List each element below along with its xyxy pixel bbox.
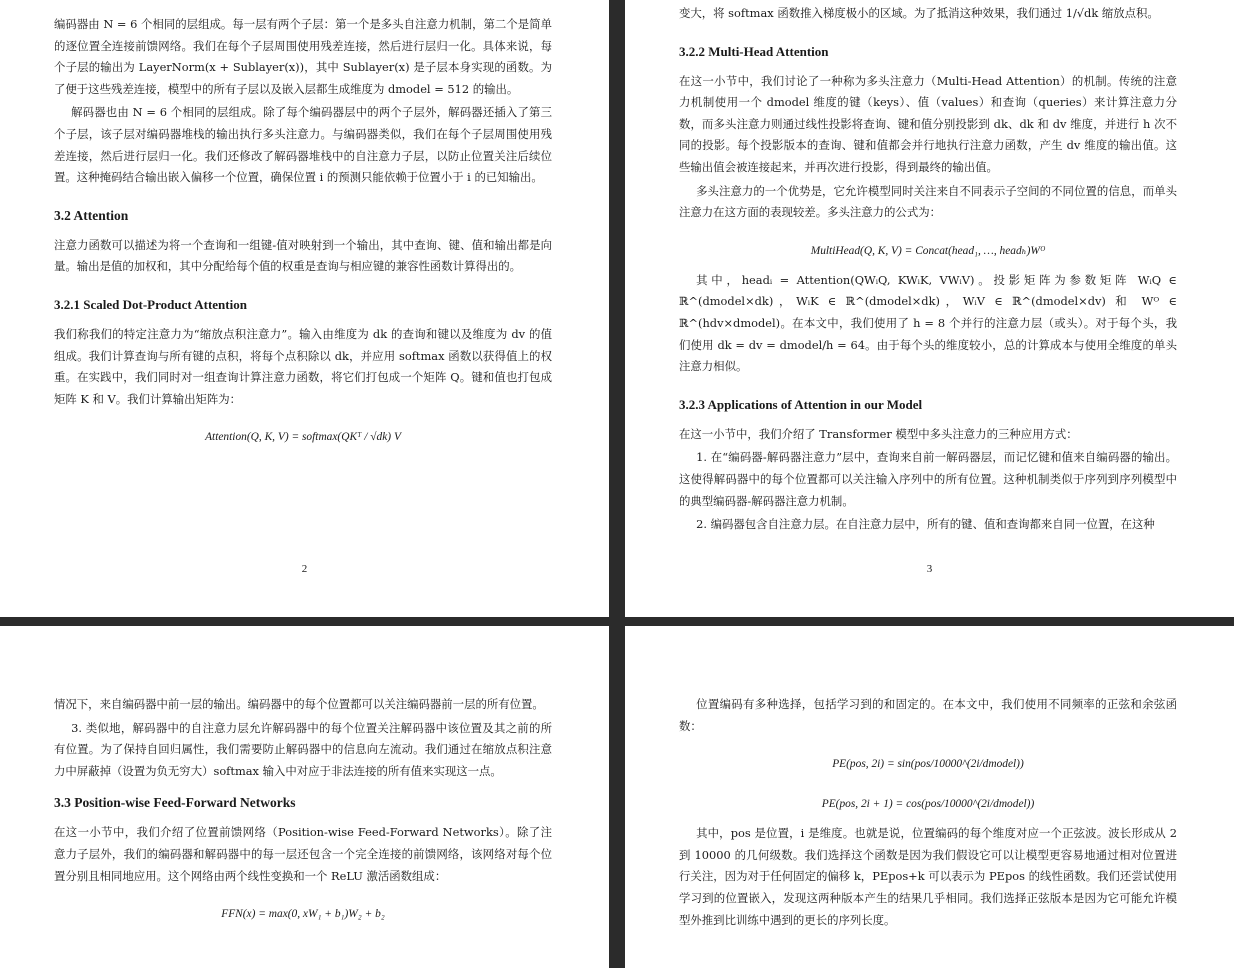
paragraph: 解码器也由 N = 6 个相同的层组成。除了每个编码器层中的两个子层外，解码器还插入了第三个子层，该子层对编码器堆栈的输出执行多头注意力。与编码器类似，我们在每个子层周围使用残差连接，然后进行层归一化。我们还修改了解码器堆栈中的自注意力子层，以防止位置关注后续位置。这种掩码结合输出嵌入偏移一个位置，确保位置 i 的预测只能依赖于位置小于 i 的已知输出。: [54, 105, 552, 185]
list-item: 1. 在“编码器-解码器注意力”层中，查询来自前一解码器层，而记忆键和值来自编码器的输出。这使得解码器中的每个位置都可以关注输入序列中的所有位置。这种机制类似于序列到序列模型中的典型编码器-解码器注意力机制。: [679, 450, 1177, 508]
paragraph: 情况下，来自编码器中前一层的输出。编码器中的每个位置都可以关注编码器前一层的所有位置。: [54, 697, 544, 711]
equation-attention: Attention(Q, K, V) = softmax(QKᵀ / √dk) V: [205, 431, 401, 444]
page-2: [0, 0, 609, 617]
list-item: 3. 类似地，解码器中的自注意力层允许解码器中的每个位置关注解码器中该位置及其之前的所有位置。为了保持自回归属性，我们需要防止解码器中的信息向左流动。我们通过在缩放点积注意力中屏蔽掉（设置为负无穷大）softmax 输入中对应于非法连接的所有值来实现这一点。: [54, 720, 552, 778]
paragraph: 在这一小节中，我们介绍了 Transformer 模型中多头注意力的三种应用方式：: [679, 426, 1078, 441]
equation-pe-cos: PE(pos, 2i + 1) = cos(pos/10000^(2i/dmodel)): [821, 798, 1035, 811]
paragraph: 其中，headᵢ = Attention(QWᵢQ, KWᵢK, VWᵢV)。投影矩阵为参数矩阵 WᵢQ ∈ ℝ^(dmodel×dk)，WᵢK ∈ ℝ^(dmodel×dk)，WᵢV ∈ ℝ^(dmodel×dv) 和 Wᴼ ∈ ℝ^(hdv×dmodel)。在本文中，我们使用了 h = 8 个并行的注意力层（或头）。对于每个头，我们使用 dk = dv = dmodel/h = 64。由于每个头的维度较小，总的计算成本与使用全维度的单头注意力相似。: [679, 272, 1177, 374]
paragraph: 多头注意力的一个优势是，它允许模型同时关注来自不同表示子空间的不同位置的信息，而单头注意力在这方面的表现较差。多头注意力的公式为：: [679, 183, 1177, 220]
paragraph: 在这一小节中，我们讨论了一种称为多头注意力（Multi-Head Attention）的机制。传统的注意力机制使用一个 dmodel 维度的键（keys）、值（values）和查询（queries）来计算注意力分数，而多头注意力则通过线性投影将查询、键和值分别投影到 dk、dk 和 dv 维度，并进行 h 次不同的投影。每个投影版本的查询、键和值都会并行地执行注意力函数，产生 dv 维度的输出值。这些输出值会被连接起来，并再次进行投影，得到最终的输出值。: [679, 73, 1177, 174]
paragraph: 编码器由 N = 6 个相同的层组成。每一层有两个子层：第一个是多头自注意力机制，第二个是简单的逐位置全连接前馈网络。我们在每个子层周围使用残差连接，然后进行层归一化。具体来说，每个子层的输出为 LayerNorm(x + Sublayer(x))，其中 Sublayer(x) 是子层本身实现的函数。为了便于这些残差连接，模型中的所有子层以及嵌入层都生成维度为 dmodel = 512 的输出。: [54, 17, 552, 96]
subsection-heading: 3.2.2 Multi-Head Attention: [679, 43, 829, 59]
page-number: 3: [926, 563, 933, 575]
paragraph: 注意力函数可以描述为将一个查询和一组键-值对映射到一个输出，其中查询、键、值和输出都是向量。输出是值的加权和，其中分配给每个值的权重是查询与相应键的兼容性函数计算得出的。: [54, 237, 552, 274]
subsection-heading: 3.2.1 Scaled Dot-Product Attention: [54, 296, 247, 312]
equation-multihead: MultiHead(Q, K, V) = Concat(head₁, …, headₕ)Wᴼ: [810, 244, 1046, 257]
paragraph: 我们称我们的特定注意力为“缩放点积注意力”。输入由维度为 dk 的查询和键以及维度为 dv 的值组成。我们计算查询与所有键的点积，将每个点积除以 dk，并应用 softmax 函数以获得值上的权重。在实践中，我们同时对一组查询计算注意力函数，将它们打包成一个矩阵 Q。键和值也打包成矩阵 K 和 V。我们计算输出矩阵为：: [54, 326, 552, 406]
section-heading: 3.2 Attention: [54, 207, 129, 223]
page-number: 2: [301, 563, 308, 575]
equation-pe-sin: PE(pos, 2i) = sin(pos/10000^(2i/dmodel)): [832, 758, 1024, 771]
page-4-body: [54, 694, 552, 925]
paragraph: 其中，pos 是位置，i 是维度。也就是说，位置编码的每个维度对应一个正弦波。波长形成从 2 到 10000 的几何级数。我们选择这个函数是因为我们假设它可以让模型更容易地通过相对位置进行关注，因为对于任何固定的偏移 k，PEpos+k 可以表示为 PEpos 的线性函数。我们还尝试使用学习到的位置嵌入，发现这两种版本产生的结果几乎相同。我们选择正弦版本是因为它可能允许模型外推到比训练中遇到的更长的序列长度。: [679, 826, 1177, 927]
page-5: [625, 626, 1234, 968]
page-3: [625, 0, 1234, 617]
equation-ffn: FFN(x) = max(0, xW₁ + b₁)W₂ + b₂: [221, 908, 385, 921]
page-3-body: [679, 3, 1177, 538]
paragraph: 位置编码有多种选择，包括学习到的和固定的。在本文中，我们使用不同频率的正弦和余弦函数：: [679, 697, 1177, 733]
paragraph: 在这一小节中，我们介绍了位置前馈网络（Position-wise Feed-Forward Networks）。除了注意力子层外，我们的编码器和解码器中的每一层还包含一个完全连接的前馈网络，该网络对每个位置分别且相同地应用。这个网络由两个线性变换和一个 ReLU 激活函数组成：: [54, 825, 552, 883]
section-heading: 3.3 Position-wise Feed-Forward Networks: [54, 795, 296, 811]
paragraph: 变大，将 softmax 函数推入梯度极小的区域。为了抵消这种效果，我们通过 1/√dk 缩放点积。: [679, 6, 1159, 20]
page-5-body: [679, 694, 1177, 933]
page-4: [0, 626, 609, 968]
page-2-body: [54, 14, 552, 448]
subsection-heading: 3.2.3 Applications of Attention in our Model: [679, 396, 923, 412]
list-item: 2. 编码器包含自注意力层。在自注意力层中，所有的键、值和查询都来自同一位置，在这种: [696, 517, 1155, 532]
